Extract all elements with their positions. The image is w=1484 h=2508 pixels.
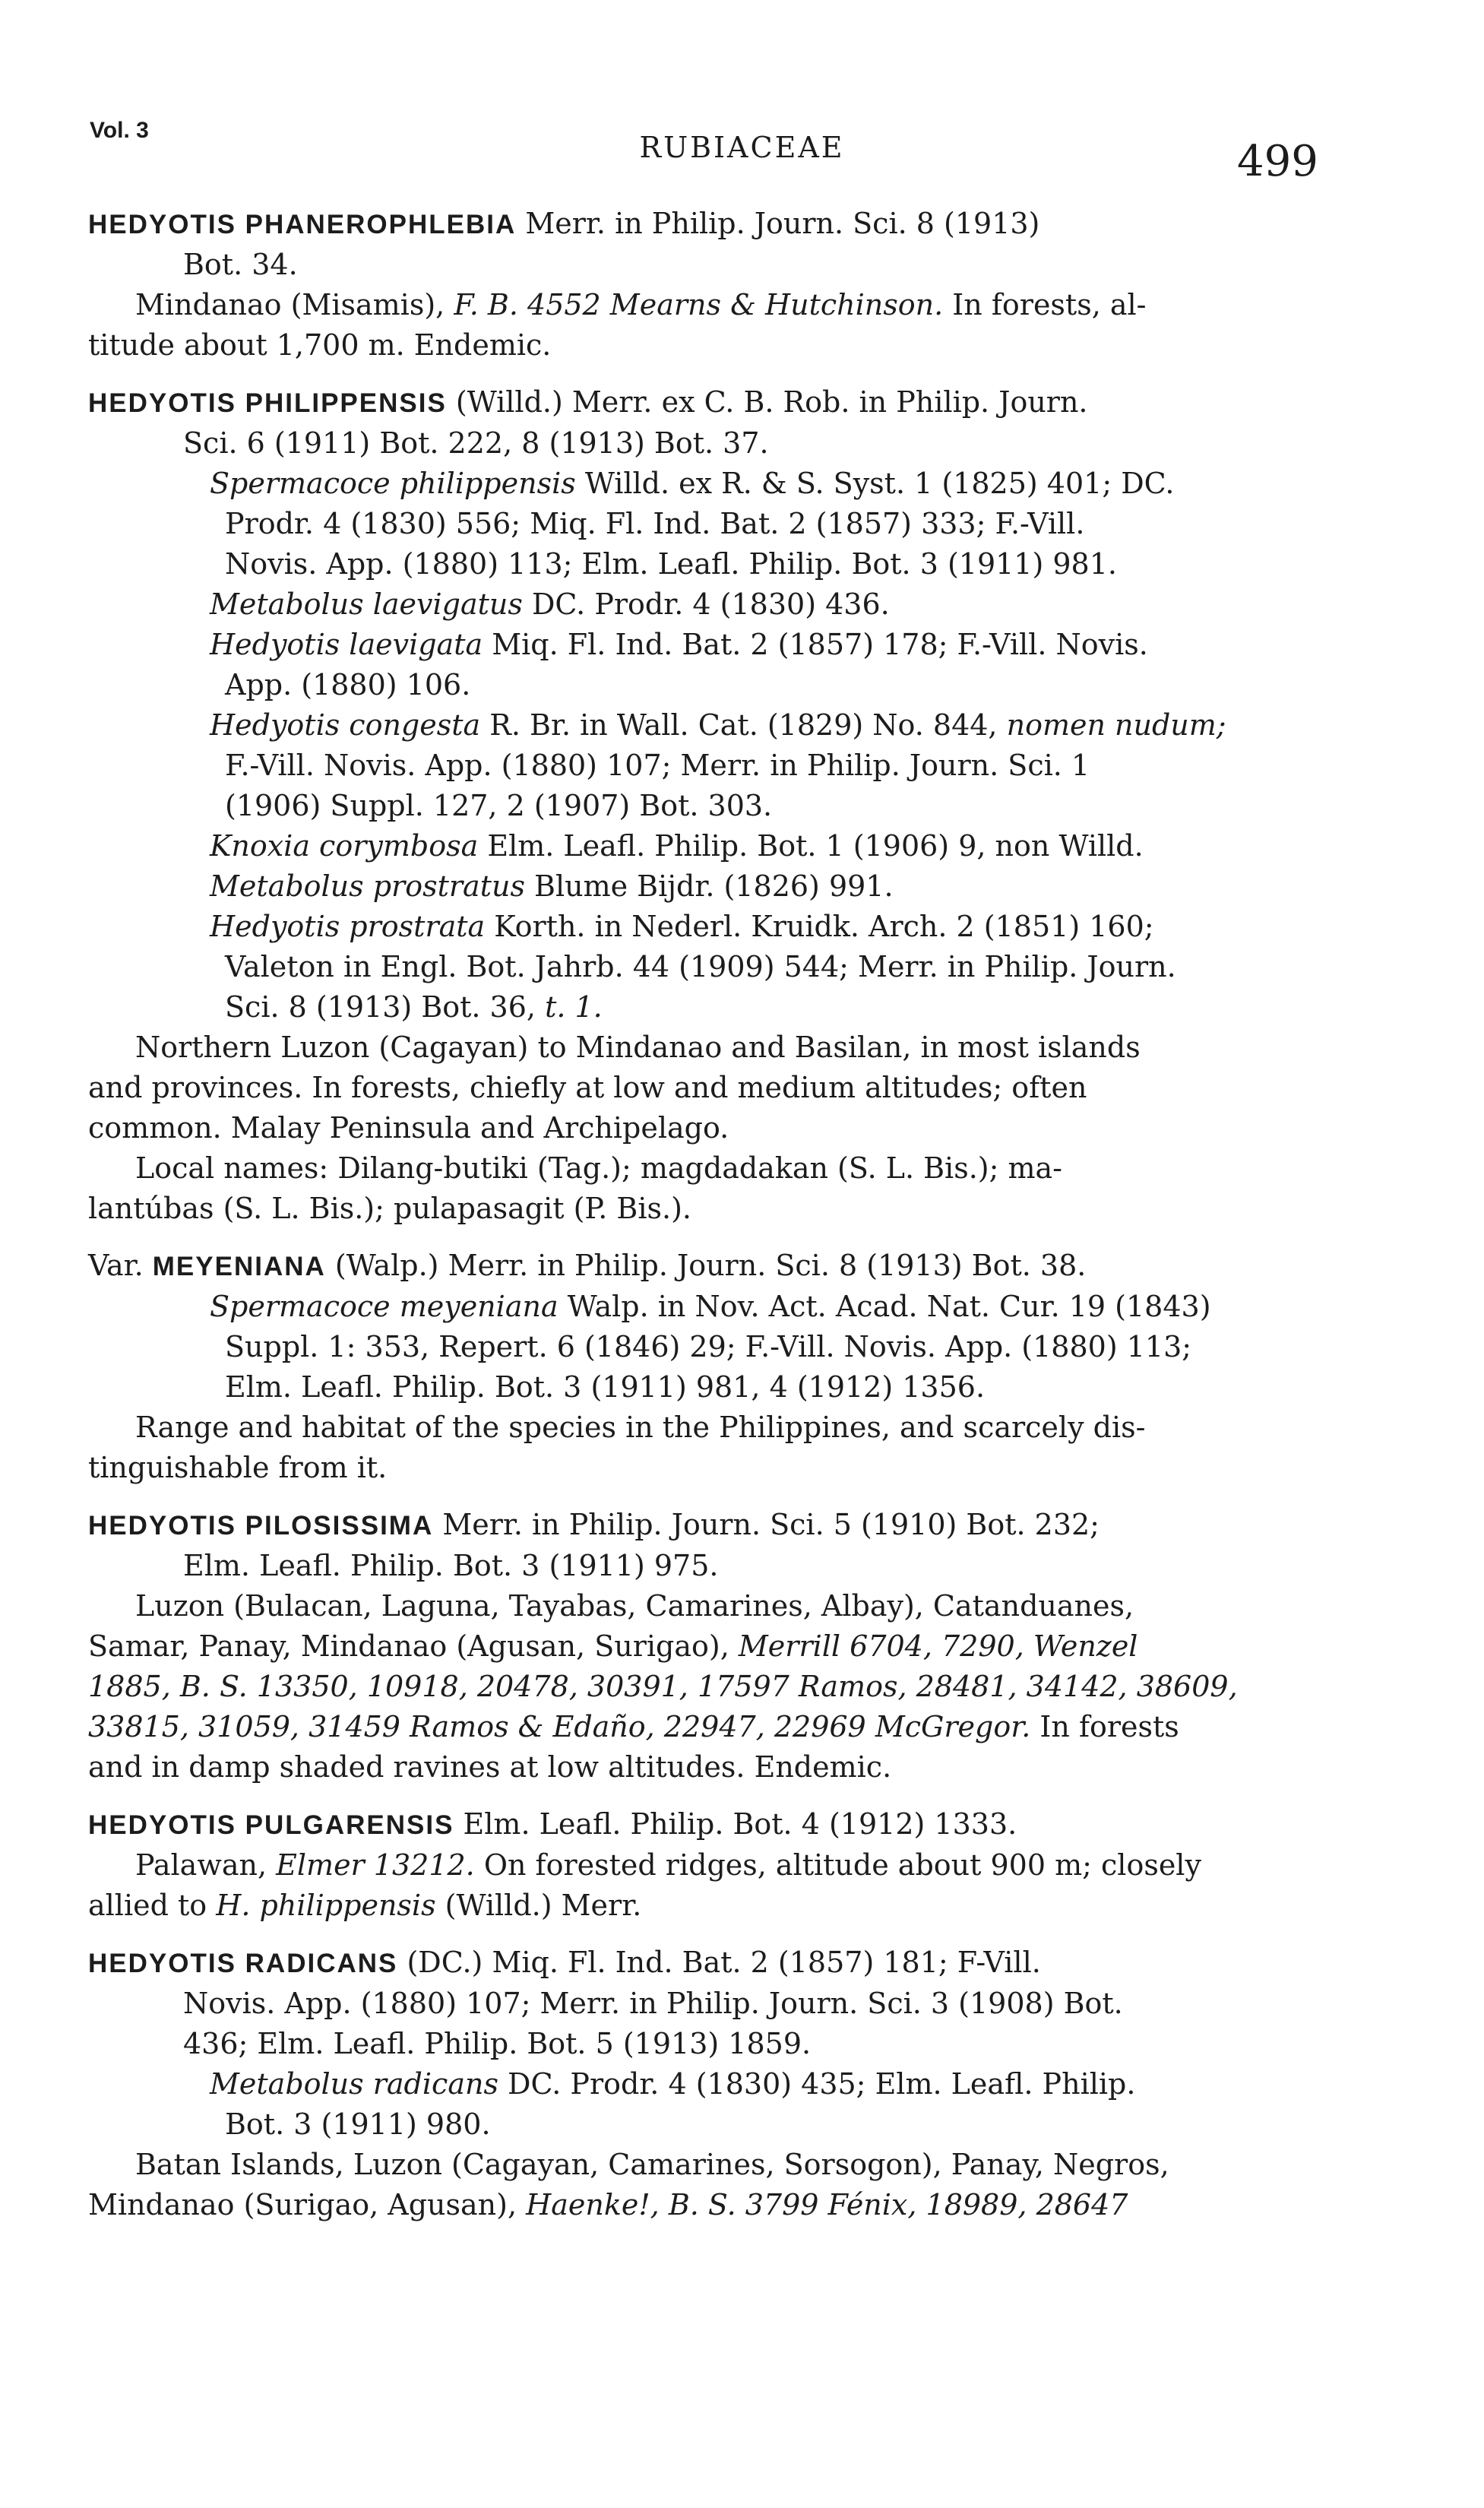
specimen-citation-line: 1885, B. S. 13350, 10918, 20478, 30391, 17597 Ramos, 28481, 34142, 38609,: [88, 1670, 1238, 1703]
distribution-text: In forests, al-: [943, 288, 1147, 321]
distribution-line: Batan Islands, Luzon (Cagayan, Camarines, Sorsogon), Panay, Negros,: [135, 2148, 1169, 2181]
distribution-text: Samar, Panay, Mindanao (Agusan, Surigao),: [88, 1629, 739, 1663]
citation: Merr. in Philip. Journ. Sci. 8 (1913): [516, 207, 1040, 240]
synonym-line: Prodr. 4 (1830) 556; Miq. Fl. Ind. Bat. 2 (1857) 333; F.-Vill.: [225, 507, 1085, 540]
synonym-line: [88, 826, 1296, 866]
species-name: HEDYOTIS PULGARENSIS: [88, 1810, 454, 1840]
distribution-text: In forests: [1030, 1710, 1179, 1743]
synonym-citation: Miq. Fl. Ind. Bat. 2 (1857) 178; F.-Vill. Novis.: [483, 628, 1148, 661]
species-entry: [88, 1505, 1296, 1788]
synonym-line: Bot. 3 (1911) 980.: [225, 2107, 491, 2141]
synonym-name: Spermacoce meyeniana: [210, 1290, 558, 1323]
distribution-text: Palawan,: [135, 1848, 277, 1882]
specimen-citation: F. B. 4552 Mearns & Hutchinson.: [454, 288, 944, 321]
synonym-line: [88, 907, 1296, 947]
species-entry: [88, 1943, 1296, 2225]
distribution-text: Mindanao (Surigao, Agusan),: [88, 2188, 527, 2221]
citation-line: Novis. App. (1880) 107; Merr. in Philip. Journ. Sci. 3 (1908) Bot.: [183, 1987, 1123, 2020]
page-body: [88, 204, 1296, 2225]
species-name: HEDYOTIS PHANEROPHLEBIA: [88, 210, 517, 239]
synonym-line: Suppl. 1: 353, Repert. 6 (1846) 29; F.-Vill. Novis. App. (1880) 113;: [225, 1330, 1192, 1363]
volume-label: Vol. 3: [90, 118, 149, 143]
species-name: HEDYOTIS PILOSISSIMA: [88, 1511, 434, 1541]
synonym-name: Hedyotis congesta: [210, 708, 481, 742]
citation-line: Elm. Leafl. Philip. Bot. 3 (1911) 975.: [183, 1549, 719, 1582]
distribution-line: [88, 1626, 1296, 1667]
synonym-line: [88, 987, 1296, 1028]
citation: (Walp.) Merr. in Philip. Journ. Sci. 8 (1913) Bot. 38.: [325, 1249, 1087, 1282]
synonym-name: Hedyotis laevigata: [210, 628, 483, 661]
variety-prefix: Var.: [88, 1249, 153, 1282]
local-names-line: Local names: Dilang-butiki (Tag.); magdadakan (S. L. Bis.); ma-: [135, 1151, 1063, 1185]
variety-name: MEYENIANA: [152, 1252, 326, 1281]
nomen-nudum: nomen nudum;: [1006, 708, 1226, 742]
synonym-citation: DC. Prodr. 4 (1830) 435; Elm. Leafl. Philip.: [498, 2067, 1136, 2101]
species-entry: [88, 382, 1296, 1488]
plate-reference: t. 1.: [545, 990, 603, 1024]
synonym-name: Metabolus radicans: [210, 2067, 498, 2101]
distribution-line: Northern Luzon (Cagayan) to Mindanao and Basilan, in most islands: [135, 1031, 1141, 1064]
specimen-citation: Elmer 13212.: [276, 1848, 475, 1882]
synonym-citation: Willd. ex R. & S. Syst. 1 (1825) 401; DC.: [575, 467, 1175, 500]
distribution-line: [88, 1845, 1296, 1886]
local-names-line: lantúbas (S. L. Bis.); pulapasagit (P. Bis.).: [88, 1192, 691, 1225]
synonym-line: (1906) Suppl. 127, 2 (1907) Bot. 303.: [225, 789, 773, 822]
distribution-line: Luzon (Bulacan, Laguna, Tayabas, Camarines, Albay), Catanduanes,: [135, 1589, 1134, 1623]
distribution-text: allied to: [88, 1889, 217, 1922]
synonym-line: Novis. App. (1880) 113; Elm. Leafl. Philip. Bot. 3 (1911) 981.: [225, 547, 1117, 581]
synonym-line: [88, 866, 1296, 907]
synonym-name: Hedyotis prostrata: [210, 910, 486, 943]
species-entry: [88, 204, 1296, 366]
species-entry: [88, 1804, 1296, 1926]
distribution-line: common. Malay Peninsula and Archipelago.: [88, 1111, 729, 1145]
entry-heading-line: [88, 1943, 1296, 1984]
synonym-line: App. (1880) 106.: [225, 668, 471, 701]
entry-heading-line: [88, 1505, 1296, 1546]
synonym-name: Spermacoce philippensis: [210, 467, 576, 500]
specimen-citation: Merrill 6704, 7290, Wenzel: [738, 1629, 1138, 1663]
distribution-line: Range and habitat of the species in the Philippines, and scarcely dis-: [135, 1411, 1146, 1444]
species-reference: H. philippensis: [216, 1889, 436, 1922]
synonym-citation: Sci. 8 (1913) Bot. 36,: [225, 990, 546, 1024]
synonym-name: Metabolus prostratus: [210, 869, 525, 903]
synonym-line: [88, 464, 1296, 504]
distribution-line: and provinces. In forests, chiefly at low and medium altitudes; often: [88, 1071, 1087, 1104]
distribution-line: and in damp shaded ravines at low altitudes. Endemic.: [88, 1750, 892, 1784]
synonym-line: [88, 584, 1296, 625]
synonym-citation: R. Br. in Wall. Cat. (1829) No. 844,: [480, 708, 1007, 742]
entry-heading-line: [88, 204, 1296, 245]
variety-entry: [88, 1246, 1296, 1488]
distribution-line: [88, 285, 1296, 325]
synonym-line: [88, 705, 1296, 746]
specimen-citation: Haenke!, B. S. 3799 Fénix, 18989, 28647: [526, 2188, 1128, 2221]
synonym-name: Knoxia corymbosa: [210, 829, 479, 863]
distribution-line: [88, 2185, 1296, 2225]
synonym-citation: DC. Prodr. 4 (1830) 436.: [522, 587, 890, 621]
citation-line: Sci. 6 (1911) Bot. 222, 8 (1913) Bot. 37.: [183, 426, 769, 460]
citation: (Willd.) Merr. ex C. B. Rob. in Philip. Journ.: [446, 385, 1088, 419]
distribution-text: (Willd.) Merr.: [435, 1889, 642, 1922]
synonym-line: [88, 1287, 1296, 1327]
citation-line: Bot. 34.: [183, 248, 298, 281]
variety-heading-line: [88, 1246, 1296, 1287]
citation: Elm. Leafl. Philip. Bot. 4 (1912) 1333.: [454, 1807, 1017, 1841]
synonym-line: [88, 625, 1296, 665]
synonym-citation: Korth. in Nederl. Kruidk. Arch. 2 (1851) 160;: [485, 910, 1154, 943]
distribution-line: titude about 1,700 m. Endemic.: [88, 328, 552, 362]
entry-heading-line: [88, 382, 1296, 423]
synonym-line: Valeton in Engl. Bot. Jahrb. 44 (1909) 544; Merr. in Philip. Journ.: [225, 950, 1176, 983]
citation-line: 436; Elm. Leafl. Philip. Bot. 5 (1913) 1859.: [183, 2027, 812, 2060]
synonym-citation: Blume Bijdr. (1826) 991.: [524, 869, 894, 903]
entry-heading-line: [88, 1804, 1296, 1845]
page-number: 499: [1237, 137, 1318, 186]
synonym-line: [88, 2064, 1296, 2104]
distribution-line: tinguishable from it.: [88, 1451, 388, 1484]
species-name: HEDYOTIS RADICANS: [88, 1949, 398, 1978]
synonym-line: F.-Vill. Novis. App. (1880) 107; Merr. in Philip. Journ. Sci. 1: [225, 749, 1090, 782]
citation: Merr. in Philip. Journ. Sci. 5 (1910) Bot. 232;: [433, 1508, 1100, 1541]
citation: (DC.) Miq. Fl. Ind. Bat. 2 (1857) 181; F-Vill.: [397, 1946, 1041, 1979]
synonym-citation: Elm. Leafl. Philip. Bot. 1 (1906) 9, non Willd.: [478, 829, 1144, 863]
distribution-text: Mindanao (Misamis),: [135, 288, 454, 321]
distribution-text: On forested ridges, altitude about 900 m; closely: [474, 1848, 1201, 1882]
synonym-line: Elm. Leafl. Philip. Bot. 3 (1911) 981, 4 (1912) 1356.: [225, 1370, 986, 1404]
synonym-citation: Walp. in Nov. Act. Acad. Nat. Cur. 19 (1843): [558, 1290, 1211, 1323]
distribution-line: [88, 1707, 1296, 1747]
distribution-line: [88, 1886, 1296, 1926]
running-head: RUBIACEAE: [639, 131, 845, 164]
specimen-citation: 33815, 31059, 31459 Ramos & Edaño, 22947, 22969 McGregor.: [88, 1710, 1031, 1743]
species-name: HEDYOTIS PHILIPPENSIS: [88, 388, 447, 418]
synonym-name: Metabolus laevigatus: [210, 587, 523, 621]
